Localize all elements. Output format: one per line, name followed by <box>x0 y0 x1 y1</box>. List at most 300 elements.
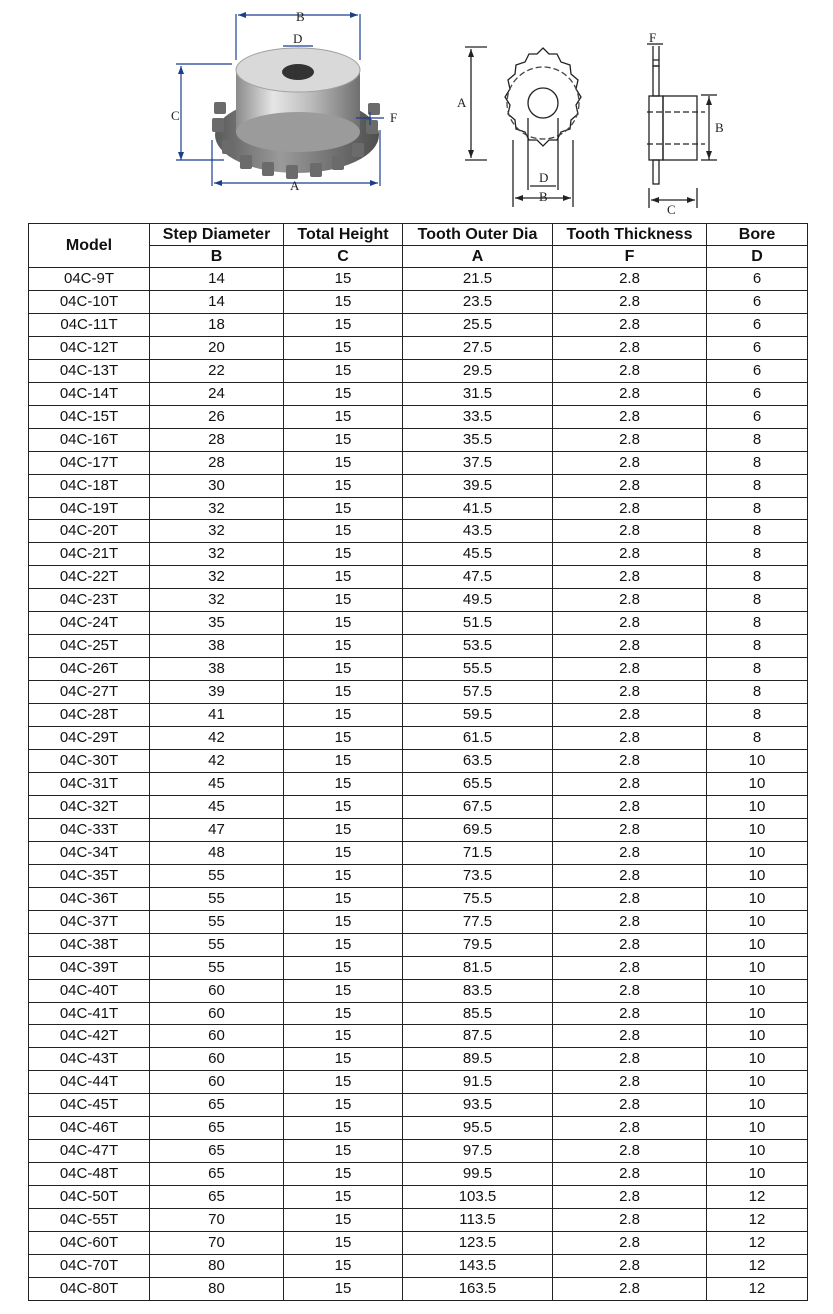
total-height-cell: 15 <box>284 1140 403 1163</box>
header-model: Model <box>29 224 150 268</box>
step-diameter-cell: 80 <box>150 1254 284 1277</box>
total-height-cell: 15 <box>284 589 403 612</box>
model-cell: 04C-27T <box>29 681 150 704</box>
tooth-thickness-cell: 2.8 <box>553 1094 707 1117</box>
bore-cell: 12 <box>707 1254 808 1277</box>
bore-cell: 8 <box>707 681 808 704</box>
step-diameter-cell: 18 <box>150 313 284 336</box>
bore-cell: 8 <box>707 704 808 727</box>
step-diameter-cell: 22 <box>150 359 284 382</box>
total-height-cell: 15 <box>284 1048 403 1071</box>
tooth-outer-dia-cell: 51.5 <box>403 612 553 635</box>
tooth-thickness-cell: 2.8 <box>553 1254 707 1277</box>
step-diameter-cell: 32 <box>150 497 284 520</box>
model-cell: 04C-21T <box>29 543 150 566</box>
step-diameter-cell: 55 <box>150 910 284 933</box>
total-height-cell: 15 <box>284 727 403 750</box>
model-cell: 04C-38T <box>29 933 150 956</box>
table-row <box>29 336 808 359</box>
total-height-cell: 15 <box>284 268 403 291</box>
step-diameter-cell: 14 <box>150 268 284 291</box>
tooth-outer-dia-cell: 97.5 <box>403 1140 553 1163</box>
tooth-thickness-cell: 2.8 <box>553 727 707 750</box>
bore-cell: 12 <box>707 1186 808 1209</box>
tooth-outer-dia-cell: 69.5 <box>403 818 553 841</box>
header-step-diameter: Step Diameter <box>150 224 284 246</box>
model-cell: 04C-47T <box>29 1140 150 1163</box>
bore-cell: 10 <box>707 750 808 773</box>
step-diameter-cell: 38 <box>150 658 284 681</box>
total-height-cell: 15 <box>284 818 403 841</box>
step-diameter-cell: 70 <box>150 1232 284 1255</box>
model-cell: 04C-29T <box>29 727 150 750</box>
total-height-cell: 15 <box>284 772 403 795</box>
tooth-outer-dia-cell: 39.5 <box>403 474 553 497</box>
front-label-b: B <box>539 189 548 204</box>
step-diameter-cell: 35 <box>150 612 284 635</box>
model-cell: 04C-36T <box>29 887 150 910</box>
tooth-thickness-cell: 2.8 <box>553 405 707 428</box>
step-diameter-cell: 32 <box>150 520 284 543</box>
table-row <box>29 818 808 841</box>
bore-cell: 10 <box>707 887 808 910</box>
photo-label-b: B <box>296 9 305 24</box>
sprocket-side-view <box>625 0 735 222</box>
tooth-outer-dia-cell: 163.5 <box>403 1277 553 1300</box>
tooth-outer-dia-cell: 103.5 <box>403 1186 553 1209</box>
subheader-d: D <box>707 246 808 268</box>
model-cell: 04C-70T <box>29 1254 150 1277</box>
subheader-b: B <box>150 246 284 268</box>
step-diameter-cell: 32 <box>150 589 284 612</box>
tooth-thickness-cell: 2.8 <box>553 359 707 382</box>
step-diameter-cell: 45 <box>150 772 284 795</box>
table-row <box>29 727 808 750</box>
side-label-f: F <box>649 30 657 45</box>
tooth-outer-dia-cell: 37.5 <box>403 451 553 474</box>
tooth-thickness-cell: 2.8 <box>553 841 707 864</box>
total-height-cell: 15 <box>284 979 403 1002</box>
step-diameter-cell: 14 <box>150 290 284 313</box>
tooth-thickness-cell: 2.8 <box>553 1186 707 1209</box>
model-cell: 04C-22T <box>29 566 150 589</box>
tooth-thickness-cell: 2.8 <box>553 658 707 681</box>
tooth-thickness-cell: 2.8 <box>553 910 707 933</box>
tooth-outer-dia-cell: 123.5 <box>403 1232 553 1255</box>
tooth-outer-dia-cell: 53.5 <box>403 635 553 658</box>
table-row <box>29 1254 808 1277</box>
tooth-thickness-cell: 2.8 <box>553 290 707 313</box>
table-row <box>29 405 808 428</box>
step-diameter-cell: 80 <box>150 1277 284 1300</box>
tooth-outer-dia-cell: 31.5 <box>403 382 553 405</box>
bore-cell: 10 <box>707 956 808 979</box>
total-height-cell: 15 <box>284 750 403 773</box>
total-height-cell: 15 <box>284 1232 403 1255</box>
bore-cell: 8 <box>707 474 808 497</box>
tooth-outer-dia-cell: 89.5 <box>403 1048 553 1071</box>
tooth-thickness-cell: 2.8 <box>553 1071 707 1094</box>
step-diameter-cell: 55 <box>150 956 284 979</box>
bore-cell: 8 <box>707 520 808 543</box>
model-cell: 04C-43T <box>29 1048 150 1071</box>
total-height-cell: 15 <box>284 933 403 956</box>
model-cell: 04C-39T <box>29 956 150 979</box>
tooth-thickness-cell: 2.8 <box>553 566 707 589</box>
table-row <box>29 428 808 451</box>
step-diameter-cell: 65 <box>150 1094 284 1117</box>
tooth-thickness-cell: 2.8 <box>553 520 707 543</box>
table-row <box>29 658 808 681</box>
model-cell: 04C-50T <box>29 1186 150 1209</box>
tooth-outer-dia-cell: 79.5 <box>403 933 553 956</box>
total-height-cell: 15 <box>284 451 403 474</box>
table-row <box>29 1277 808 1300</box>
bore-cell: 8 <box>707 612 808 635</box>
tooth-outer-dia-cell: 75.5 <box>403 887 553 910</box>
header-tooth-outer-dia: Tooth Outer Dia <box>403 224 553 246</box>
total-height-cell: 15 <box>284 1025 403 1048</box>
model-cell: 04C-25T <box>29 635 150 658</box>
step-diameter-cell: 28 <box>150 451 284 474</box>
tooth-thickness-cell: 2.8 <box>553 382 707 405</box>
table-header-row <box>29 224 808 246</box>
tooth-outer-dia-cell: 73.5 <box>403 864 553 887</box>
bore-cell: 10 <box>707 1071 808 1094</box>
model-cell: 04C-44T <box>29 1071 150 1094</box>
tooth-outer-dia-cell: 85.5 <box>403 1002 553 1025</box>
tooth-thickness-cell: 2.8 <box>553 795 707 818</box>
tooth-thickness-cell: 2.8 <box>553 956 707 979</box>
tooth-outer-dia-cell: 33.5 <box>403 405 553 428</box>
table-row <box>29 704 808 727</box>
table-row <box>29 635 808 658</box>
subheader-f: F <box>553 246 707 268</box>
tooth-outer-dia-cell: 77.5 <box>403 910 553 933</box>
bore-cell: 10 <box>707 933 808 956</box>
bore-cell: 10 <box>707 795 808 818</box>
table-row <box>29 887 808 910</box>
step-diameter-cell: 55 <box>150 933 284 956</box>
model-cell: 04C-34T <box>29 841 150 864</box>
table-row <box>29 451 808 474</box>
tooth-thickness-cell: 2.8 <box>553 1209 707 1232</box>
step-diameter-cell: 30 <box>150 474 284 497</box>
tooth-thickness-cell: 2.8 <box>553 818 707 841</box>
table-row <box>29 681 808 704</box>
step-diameter-cell: 65 <box>150 1186 284 1209</box>
model-cell: 04C-15T <box>29 405 150 428</box>
tooth-thickness-cell: 2.8 <box>553 451 707 474</box>
step-diameter-cell: 60 <box>150 1002 284 1025</box>
model-cell: 04C-30T <box>29 750 150 773</box>
table-row <box>29 1117 808 1140</box>
table-row <box>29 1232 808 1255</box>
tooth-thickness-cell: 2.8 <box>553 750 707 773</box>
table-row <box>29 1071 808 1094</box>
tooth-thickness-cell: 2.8 <box>553 1277 707 1300</box>
total-height-cell: 15 <box>284 566 403 589</box>
model-cell: 04C-35T <box>29 864 150 887</box>
total-height-cell: 15 <box>284 795 403 818</box>
step-diameter-cell: 28 <box>150 428 284 451</box>
tooth-outer-dia-cell: 43.5 <box>403 520 553 543</box>
model-cell: 04C-19T <box>29 497 150 520</box>
table-row <box>29 382 808 405</box>
tooth-thickness-cell: 2.8 <box>553 979 707 1002</box>
tooth-outer-dia-cell: 81.5 <box>403 956 553 979</box>
tooth-thickness-cell: 2.8 <box>553 612 707 635</box>
header-bore: Bore <box>707 224 808 246</box>
table-row <box>29 1094 808 1117</box>
tooth-outer-dia-cell: 25.5 <box>403 313 553 336</box>
step-diameter-cell: 42 <box>150 750 284 773</box>
table-row <box>29 1140 808 1163</box>
bore-cell: 10 <box>707 1117 808 1140</box>
table-row <box>29 933 808 956</box>
total-height-cell: 15 <box>284 543 403 566</box>
model-cell: 04C-24T <box>29 612 150 635</box>
table-row <box>29 268 808 291</box>
bore-cell: 12 <box>707 1232 808 1255</box>
table-body <box>29 268 808 1301</box>
total-height-cell: 15 <box>284 681 403 704</box>
model-cell: 04C-11T <box>29 313 150 336</box>
tooth-thickness-cell: 2.8 <box>553 704 707 727</box>
model-cell: 04C-80T <box>29 1277 150 1300</box>
tooth-outer-dia-cell: 27.5 <box>403 336 553 359</box>
model-cell: 04C-48T <box>29 1163 150 1186</box>
bore-cell: 10 <box>707 1048 808 1071</box>
total-height-cell: 15 <box>284 887 403 910</box>
total-height-cell: 15 <box>284 1186 403 1209</box>
model-cell: 04C-31T <box>29 772 150 795</box>
model-cell: 04C-18T <box>29 474 150 497</box>
bore-cell: 6 <box>707 336 808 359</box>
table-row <box>29 841 808 864</box>
tooth-outer-dia-cell: 93.5 <box>403 1094 553 1117</box>
photo-label-d: D <box>293 31 303 46</box>
model-cell: 04C-33T <box>29 818 150 841</box>
total-height-cell: 15 <box>284 497 403 520</box>
model-cell: 04C-10T <box>29 290 150 313</box>
tooth-thickness-cell: 2.8 <box>553 1232 707 1255</box>
model-cell: 04C-17T <box>29 451 150 474</box>
total-height-cell: 15 <box>284 1254 403 1277</box>
bore-cell: 8 <box>707 543 808 566</box>
model-cell: 04C-40T <box>29 979 150 1002</box>
total-height-cell: 15 <box>284 405 403 428</box>
table-row <box>29 1186 808 1209</box>
step-diameter-cell: 24 <box>150 382 284 405</box>
step-diameter-cell: 47 <box>150 818 284 841</box>
photo-label-a: A <box>290 178 300 193</box>
sprocket-front-view <box>455 0 615 222</box>
bore-cell: 12 <box>707 1277 808 1300</box>
tooth-outer-dia-cell: 65.5 <box>403 772 553 795</box>
photo-label-f: F <box>390 110 398 125</box>
bore-cell: 10 <box>707 1002 808 1025</box>
table-row <box>29 864 808 887</box>
total-height-cell: 15 <box>284 1002 403 1025</box>
front-sprocket-outline <box>505 48 581 146</box>
step-diameter-cell: 32 <box>150 543 284 566</box>
model-cell: 04C-55T <box>29 1209 150 1232</box>
total-height-cell: 15 <box>284 658 403 681</box>
table-row <box>29 979 808 1002</box>
step-diameter-cell: 38 <box>150 635 284 658</box>
bore-cell: 10 <box>707 841 808 864</box>
model-cell: 04C-16T <box>29 428 150 451</box>
table-row <box>29 772 808 795</box>
sprocket-diagram <box>0 0 833 222</box>
step-diameter-cell: 48 <box>150 841 284 864</box>
tooth-thickness-cell: 2.8 <box>553 428 707 451</box>
table-row <box>29 1002 808 1025</box>
table-row <box>29 795 808 818</box>
tooth-thickness-cell: 2.8 <box>553 497 707 520</box>
table-row <box>29 1048 808 1071</box>
model-cell: 04C-23T <box>29 589 150 612</box>
step-diameter-cell: 26 <box>150 405 284 428</box>
model-cell: 04C-32T <box>29 795 150 818</box>
table-row <box>29 589 808 612</box>
bore-cell: 8 <box>707 451 808 474</box>
table-row <box>29 1209 808 1232</box>
total-height-cell: 15 <box>284 313 403 336</box>
bore-cell: 10 <box>707 1094 808 1117</box>
step-diameter-cell: 60 <box>150 1025 284 1048</box>
model-cell: 04C-13T <box>29 359 150 382</box>
total-height-cell: 15 <box>284 1117 403 1140</box>
tooth-outer-dia-cell: 47.5 <box>403 566 553 589</box>
bore-cell: 8 <box>707 635 808 658</box>
tooth-outer-dia-cell: 91.5 <box>403 1071 553 1094</box>
table-row <box>29 520 808 543</box>
photo-hub <box>236 48 360 152</box>
total-height-cell: 15 <box>284 1209 403 1232</box>
model-cell: 04C-14T <box>29 382 150 405</box>
bore-cell: 6 <box>707 382 808 405</box>
header-tooth-thickness: Tooth Thickness <box>553 224 707 246</box>
table-row <box>29 290 808 313</box>
bore-cell: 8 <box>707 497 808 520</box>
tooth-outer-dia-cell: 61.5 <box>403 727 553 750</box>
tooth-outer-dia-cell: 57.5 <box>403 681 553 704</box>
table-row <box>29 956 808 979</box>
tooth-thickness-cell: 2.8 <box>553 1140 707 1163</box>
header-total-height: Total Height <box>284 224 403 246</box>
bore-cell: 10 <box>707 1163 808 1186</box>
total-height-cell: 15 <box>284 956 403 979</box>
bore-cell: 6 <box>707 290 808 313</box>
side-label-b: B <box>715 120 724 135</box>
sprocket-photo <box>0 0 420 222</box>
tooth-outer-dia-cell: 71.5 <box>403 841 553 864</box>
tooth-thickness-cell: 2.8 <box>553 543 707 566</box>
step-diameter-cell: 60 <box>150 1071 284 1094</box>
table-row <box>29 1025 808 1048</box>
model-cell: 04C-37T <box>29 910 150 933</box>
bore-cell: 10 <box>707 864 808 887</box>
subheader-a: A <box>403 246 553 268</box>
total-height-cell: 15 <box>284 841 403 864</box>
tooth-thickness-cell: 2.8 <box>553 681 707 704</box>
bore-cell: 8 <box>707 589 808 612</box>
step-diameter-cell: 45 <box>150 795 284 818</box>
tooth-thickness-cell: 2.8 <box>553 1025 707 1048</box>
tooth-outer-dia-cell: 41.5 <box>403 497 553 520</box>
tooth-outer-dia-cell: 67.5 <box>403 795 553 818</box>
sprocket-spec-table <box>28 223 808 1301</box>
bore-cell: 8 <box>707 566 808 589</box>
tooth-outer-dia-cell: 143.5 <box>403 1254 553 1277</box>
tooth-thickness-cell: 2.8 <box>553 589 707 612</box>
tooth-outer-dia-cell: 55.5 <box>403 658 553 681</box>
photo-label-c: C <box>171 108 180 123</box>
tooth-thickness-cell: 2.8 <box>553 635 707 658</box>
total-height-cell: 15 <box>284 1094 403 1117</box>
total-height-cell: 15 <box>284 704 403 727</box>
total-height-cell: 15 <box>284 910 403 933</box>
step-diameter-cell: 42 <box>150 727 284 750</box>
tooth-thickness-cell: 2.8 <box>553 1117 707 1140</box>
tooth-outer-dia-cell: 35.5 <box>403 428 553 451</box>
tooth-thickness-cell: 2.8 <box>553 1163 707 1186</box>
total-height-cell: 15 <box>284 635 403 658</box>
step-diameter-cell: 20 <box>150 336 284 359</box>
tooth-outer-dia-cell: 83.5 <box>403 979 553 1002</box>
total-height-cell: 15 <box>284 1277 403 1300</box>
bore-cell: 6 <box>707 359 808 382</box>
model-cell: 04C-9T <box>29 268 150 291</box>
step-diameter-cell: 41 <box>150 704 284 727</box>
table-row <box>29 612 808 635</box>
tooth-thickness-cell: 2.8 <box>553 1002 707 1025</box>
bore-cell: 10 <box>707 818 808 841</box>
tooth-thickness-cell: 2.8 <box>553 313 707 336</box>
tooth-outer-dia-cell: 95.5 <box>403 1117 553 1140</box>
model-cell: 04C-12T <box>29 336 150 359</box>
bore-cell: 6 <box>707 313 808 336</box>
step-diameter-cell: 65 <box>150 1117 284 1140</box>
bore-cell: 10 <box>707 1025 808 1048</box>
tooth-outer-dia-cell: 45.5 <box>403 543 553 566</box>
total-height-cell: 15 <box>284 290 403 313</box>
step-diameter-cell: 60 <box>150 979 284 1002</box>
tooth-outer-dia-cell: 87.5 <box>403 1025 553 1048</box>
bore-cell: 10 <box>707 910 808 933</box>
model-cell: 04C-45T <box>29 1094 150 1117</box>
total-height-cell: 15 <box>284 1163 403 1186</box>
total-height-cell: 15 <box>284 612 403 635</box>
tooth-thickness-cell: 2.8 <box>553 772 707 795</box>
tooth-outer-dia-cell: 29.5 <box>403 359 553 382</box>
total-height-cell: 15 <box>284 864 403 887</box>
step-diameter-cell: 65 <box>150 1163 284 1186</box>
step-diameter-cell: 60 <box>150 1048 284 1071</box>
step-diameter-cell: 55 <box>150 887 284 910</box>
table-row <box>29 359 808 382</box>
step-diameter-cell: 65 <box>150 1140 284 1163</box>
side-label-c: C <box>667 202 676 217</box>
tooth-outer-dia-cell: 49.5 <box>403 589 553 612</box>
total-height-cell: 15 <box>284 1071 403 1094</box>
tooth-thickness-cell: 2.8 <box>553 1048 707 1071</box>
tooth-outer-dia-cell: 113.5 <box>403 1209 553 1232</box>
step-diameter-cell: 39 <box>150 681 284 704</box>
bore-cell: 8 <box>707 658 808 681</box>
